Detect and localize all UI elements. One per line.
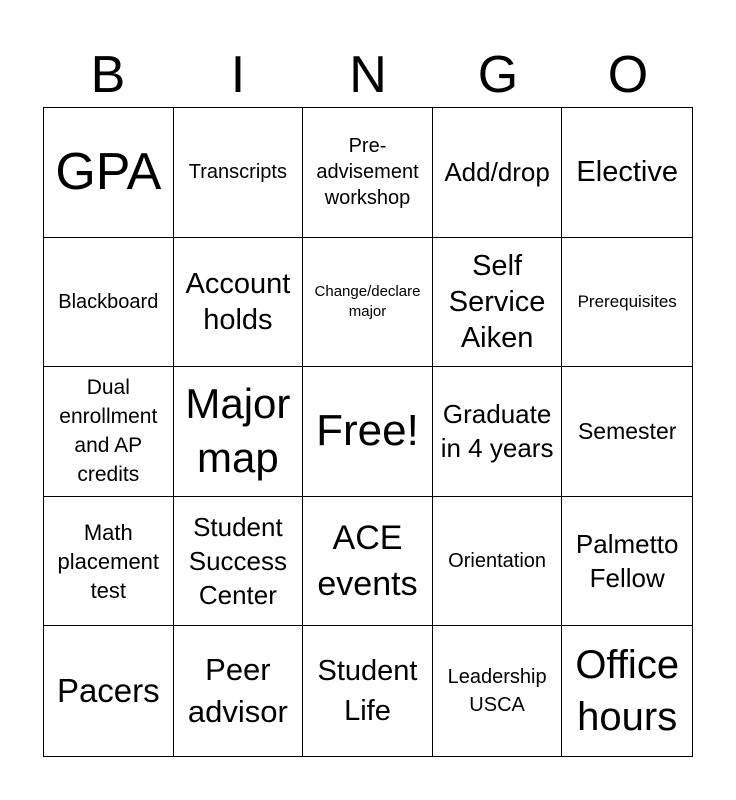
cell-label: Dual enrollment and AP credits <box>59 376 158 487</box>
bingo-cell-r5-c3[interactable] <box>303 626 433 756</box>
bingo-cell-r2-c3[interactable] <box>303 238 433 368</box>
bingo-cell-r5-c4[interactable] <box>433 626 563 756</box>
header-letter-n: N <box>349 46 387 104</box>
bingo-cell-r4-c5[interactable] <box>562 497 692 627</box>
cell-label: Semester <box>577 417 677 444</box>
cell-label: Orientation <box>448 550 547 573</box>
bingo-cell-r2-c5[interactable] <box>562 238 692 368</box>
bingo-cell-r2-c1[interactable] <box>44 238 174 368</box>
cell-label: Student Success Center <box>188 512 288 611</box>
cell-label: Graduate in 4 years <box>440 399 554 464</box>
cell-label: Pre-advisement workshop <box>316 135 419 210</box>
cell-label: GPA <box>55 143 162 202</box>
cell-label: Palmetto Fellow <box>575 529 679 594</box>
cell-label: Add/drop <box>444 157 550 188</box>
cell-label: Blackboard <box>58 290 159 313</box>
header-letter-b: B <box>90 46 126 104</box>
cell-label: Office hours <box>575 643 680 740</box>
cell-label: Self Service Aiken <box>448 249 546 354</box>
cell-label: Change/declare major <box>314 282 421 320</box>
header-letter-g: G <box>477 46 519 104</box>
bingo-cell-r2-c4[interactable] <box>433 238 563 368</box>
bingo-cell-r5-c2[interactable] <box>174 626 304 756</box>
bingo-cell-r3-c2[interactable] <box>174 367 304 497</box>
bingo-cell-r1-c4[interactable] <box>433 108 563 238</box>
bingo-cell-r1-c5[interactable] <box>562 108 692 238</box>
cell-label: ACE events <box>317 519 418 604</box>
bingo-cell-r3-c5[interactable] <box>562 367 692 497</box>
cell-label: Elective <box>576 156 678 189</box>
cell-label: Free! <box>316 406 419 456</box>
cell-label: Transcripts <box>188 161 287 184</box>
header-letter-i: I <box>230 46 246 104</box>
bingo-cell-r3-c4[interactable] <box>433 367 563 497</box>
cell-label: Account holds <box>185 267 291 336</box>
cell-label: Major map <box>185 380 291 482</box>
cell-label: Prerequisites <box>577 291 677 311</box>
bingo-cell-r5-c5[interactable] <box>562 626 692 756</box>
cell-label: Pacers <box>56 672 160 710</box>
bingo-cell-r5-c1[interactable] <box>44 626 174 756</box>
bingo-cell-r1-c2[interactable] <box>174 108 304 238</box>
cell-label: Leadership USCA <box>447 666 547 717</box>
bingo-cell-r4-c4[interactable] <box>433 497 563 627</box>
bingo-cell-r1-c1[interactable] <box>44 108 174 238</box>
cell-label: Peer advisor <box>187 652 288 730</box>
bingo-cell-r3-c1[interactable] <box>44 367 174 497</box>
bingo-cell-r4-c3[interactable] <box>303 497 433 627</box>
header-letter-o: O <box>607 46 649 104</box>
bingo-board <box>43 107 693 757</box>
bingo-cell-r2-c2[interactable] <box>174 238 304 368</box>
bingo-cell-r3-c3[interactable] <box>303 367 433 497</box>
bingo-cell-r1-c3[interactable] <box>303 108 433 238</box>
cell-label: Student Life <box>317 655 418 728</box>
bingo-header <box>43 42 693 108</box>
bingo-cell-r4-c2[interactable] <box>174 497 304 627</box>
cell-label: Math placement test <box>57 519 160 603</box>
bingo-cell-r4-c1[interactable] <box>44 497 174 627</box>
